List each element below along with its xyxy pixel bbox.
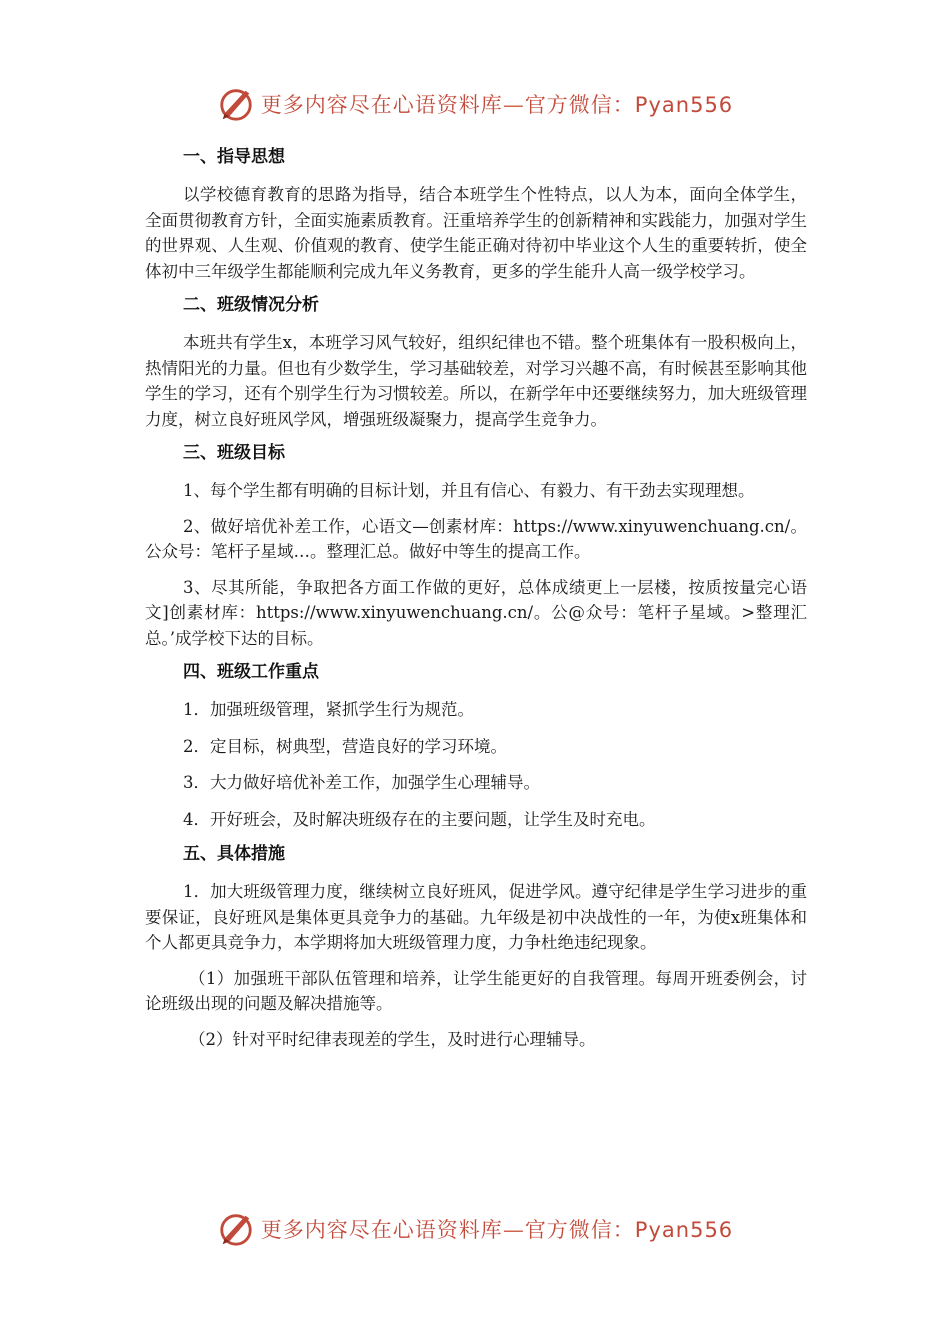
list-item: 3．大力做好培优补差工作，加强学生心理辅导。 — [183, 773, 540, 792]
section-heading: 二、班级情况分析 — [183, 295, 319, 315]
paragraph: 1．加大班级管理力度，继续树立良好班风，促进学风。遵守纪律是学生学习进步的重要保证，良好班风是集体更具竞争力的基础。九年级是初中决战性的一年，为使x班集体和个人都更具竞争力，本学期将加大班级管理力度，力争杜绝违纪现象。 — [145, 882, 807, 952]
paragraph: 2、做好培优补差工作，心语文—创素材库：https://www.xinyuwenchuang.cn/。公众号：笔杆子星域…。整理汇总。做好中等生的提高工作。 — [145, 516, 807, 561]
list-item: 1．加强班级管理，紧抓学生行为规范。 — [183, 700, 474, 719]
paragraph: 以学校德育教育的思路为指导，结合本班学生个性特点，以人为本，面向全体学生，全面贯彻教育方针，全面实施素质教育。汪重培养学生的创新精神和实践能力，加强对学生的世界观、人生观、价值观的教育、使学生能正确对待初中毕业这个人生的重要转折，使全体初中三年级学生都能顺利完成九年义务教育，更多的学生能升人高一级学校学习。 — [145, 185, 807, 281]
section-heading: 三、班级目标 — [183, 443, 285, 463]
banner-text: 更多内容尽在心语资料库—官方微信：Pyan556 — [260, 93, 734, 117]
list-item: 2．定目标，树典型，营造良好的学习环境。 — [183, 736, 507, 756]
header-banner — [0, 84, 950, 124]
paragraph: 3、尽其所能，争取把各方面工作做的更好，总体成绩更上一层楼，按质按量完心语文]创素材库：https://www.xinyuwenchuang.cn/。公@众号：笔杆子星域。>整理汇总。’成学校下达的目标。 — [145, 577, 807, 648]
list-item: 4．开好班会，及时解决班级存在的主要问题，让学生及时充电。 — [183, 809, 656, 829]
document-body — [145, 146, 807, 1062]
paragraph: 本班共有学生x，本班学习风气较好，组织纪律也不错。整个班集体有一股积极向上，热情阳光的力量。但也有少数学生，学习基础较差，对学习兴趣不高，有时候甚至影响其他学生的学习，还有个别学生行为习惯较差。所以，在新学年中还要继续努力，加大班级管理力度，树立良好班风学风，增强班级凝聚力，提高学生竞争力。 — [145, 333, 807, 429]
footer-banner — [0, 1209, 950, 1249]
pen-circle-logo-icon — [217, 1210, 255, 1248]
banner-text: 更多内容尽在心语资料库—官方微信：Pyan556 — [260, 1218, 734, 1242]
paragraph: 1、每个学生都有明确的目标计划，并且有信心、有毅力、有干劲去实现理想。 — [183, 481, 755, 500]
section-heading: 五、具体措施 — [183, 844, 285, 864]
section-heading: 四、班级工作重点 — [183, 662, 319, 682]
paragraph: （2）针对平时纪律表现差的学生，及时进行心理辅导。 — [189, 1029, 596, 1049]
section-heading: 一、指导思想 — [183, 147, 285, 167]
pen-circle-logo-icon — [217, 85, 255, 123]
paragraph: （1）加强班干部队伍管理和培养，让学生能更好的自我管理。每周开班委例会，讨论班级出现的问题及解决措施等。 — [145, 968, 807, 1013]
